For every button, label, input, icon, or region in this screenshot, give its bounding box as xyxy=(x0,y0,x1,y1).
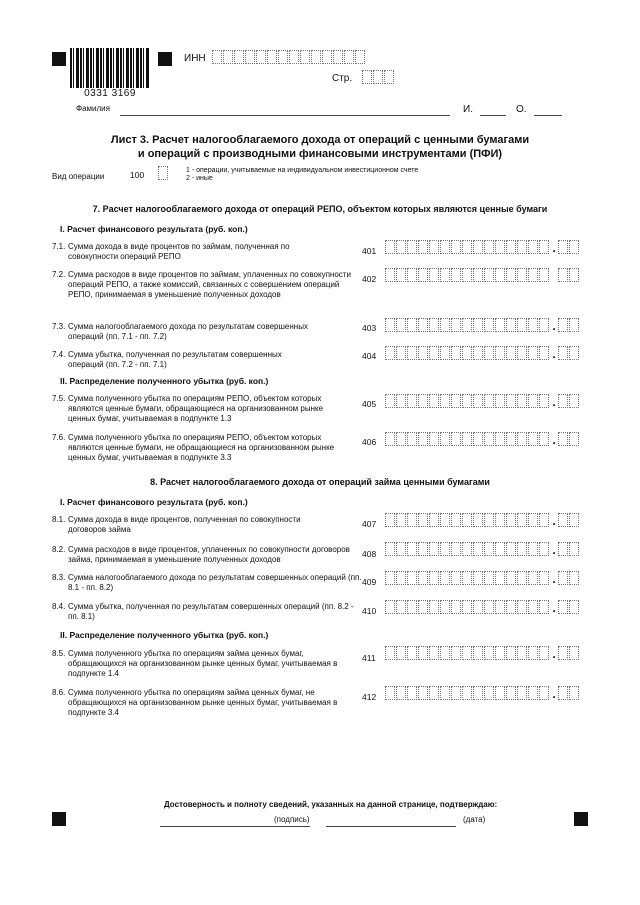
sheet-title-line2: и операций с производными финансовыми инструментами (ПФИ) xyxy=(137,148,503,160)
surname-label: Фамилия xyxy=(76,104,110,113)
operation-type-code: 100 xyxy=(130,170,145,180)
inn-label: ИНН xyxy=(184,53,206,64)
signature-caption: (подпись) xyxy=(274,815,310,824)
operation-type-field[interactable] xyxy=(158,166,169,180)
section7-sub2: II. Распределение полученного убытка (руб. коп.) xyxy=(60,376,269,386)
corner-marker-bottom-left xyxy=(52,812,66,826)
inn-field[interactable] xyxy=(212,50,366,64)
amount-field-404[interactable]: . xyxy=(385,346,580,360)
amount-field-402[interactable] xyxy=(385,268,580,282)
section7-title: 7. Расчет налогооблагаемого дохода от операций РЕПО, объектом которых являются ценные бумаги xyxy=(92,204,548,214)
section8-sub1: I. Расчет финансового результата (руб. коп.) xyxy=(60,497,248,507)
initial-i-field[interactable] xyxy=(480,115,506,116)
section7-sub1: I. Расчет финансового результата (руб. коп.) xyxy=(60,224,248,234)
amount-field-407[interactable]: . xyxy=(385,513,580,527)
corner-marker-top-mid xyxy=(158,52,172,66)
operation-type-label: Вид операции xyxy=(52,172,105,181)
initial-o-field[interactable] xyxy=(534,115,562,116)
section8-title: 8. Расчет налогооблагаемого дохода от операций займа ценными бумагами xyxy=(150,477,490,487)
amount-field-408[interactable]: . xyxy=(385,542,580,556)
operation-type-note2: 2 - иные xyxy=(186,175,213,182)
amount-field-406[interactable]: . xyxy=(385,432,580,446)
amount-field-410[interactable]: . xyxy=(385,600,580,614)
operation-type-note1: 1 - операции, учитываемые на индивидуальном инвестиционном счете xyxy=(186,167,419,174)
corner-marker-bottom-right xyxy=(574,812,588,826)
initial-o-label: О. xyxy=(516,104,527,115)
amount-field-405[interactable]: . xyxy=(385,394,580,408)
amount-field-411[interactable]: . xyxy=(385,646,580,660)
barcode-number: 0331 3169 xyxy=(84,88,136,99)
confirmation-text: Достоверность и полноту сведений, указанных на данной странице, подтверждаю: xyxy=(164,800,498,809)
amount-field-412[interactable]: . xyxy=(385,686,580,700)
corner-marker-top-left xyxy=(52,52,66,66)
section8-sub2: II. Распределение полученного убытка (руб. коп.) xyxy=(60,630,269,640)
date-field[interactable] xyxy=(326,826,456,827)
page-label: Стр. xyxy=(332,73,353,84)
amount-field-409[interactable]: . xyxy=(385,571,580,585)
sheet-title-line1: Лист 3. Расчет налогооблагаемого дохода от операций с ценными бумагами xyxy=(110,134,530,146)
barcode xyxy=(70,48,150,88)
date-caption: (дата) xyxy=(463,815,486,824)
surname-field[interactable] xyxy=(120,115,450,116)
initial-i-label: И. xyxy=(463,104,473,115)
amount-field-403[interactable]: . xyxy=(385,318,580,332)
amount-field-401[interactable]: . xyxy=(385,240,580,254)
page-field[interactable] xyxy=(362,70,395,84)
signature-field[interactable] xyxy=(160,826,310,827)
